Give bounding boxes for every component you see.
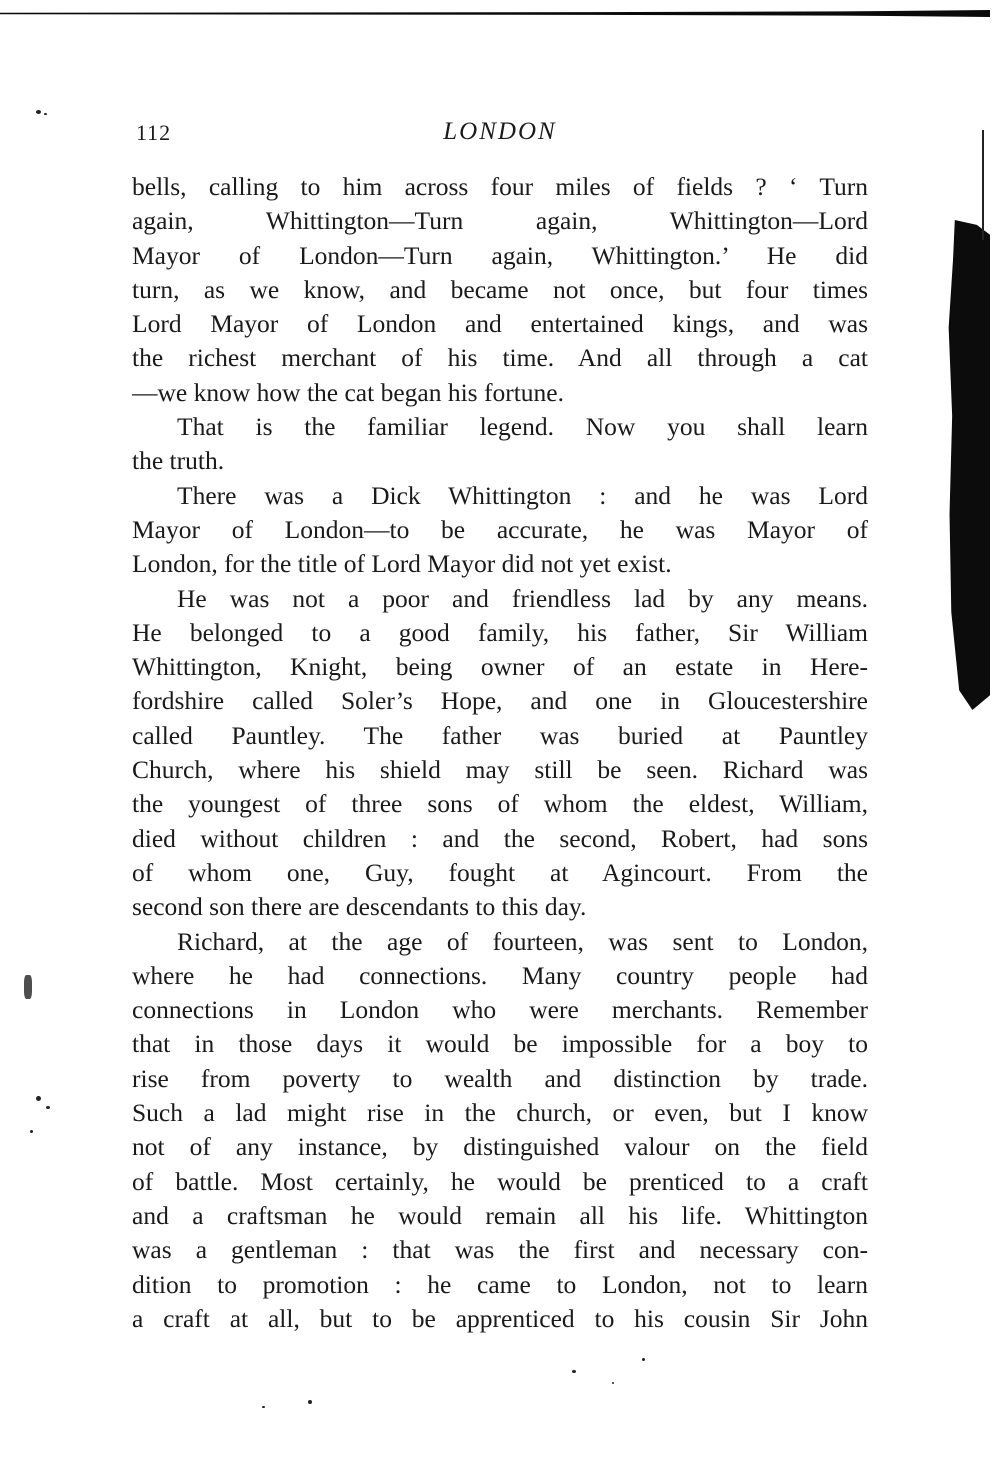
scan-speck — [308, 1400, 312, 1404]
scan-speck — [24, 975, 32, 999]
text-line: Mayor of London—to be accurate, he was Mayor of — [132, 514, 868, 544]
text-line: died without children : and the second, Robert, had sons — [132, 823, 868, 853]
text-line: of battle. Most certainly, he would be prenticed to a craft — [132, 1166, 868, 1196]
text-line: where he had connections. Many country people had — [132, 960, 868, 990]
text-line: rise from poverty to wealth and distinction by trade. — [132, 1063, 868, 1093]
scan-speck — [46, 1106, 50, 1109]
text-line: called Pauntley. The father was buried at Pauntley — [132, 720, 868, 750]
text-line: Whittington, Knight, being owner of an estate in Here- — [132, 652, 868, 682]
text-line: Such a lad might rise in the church, or even, but I know — [132, 1098, 868, 1128]
scan-speck — [44, 113, 47, 115]
top-scan-rule — [0, 10, 990, 17]
text-line: fordshire called Soler’s Hope, and one in Gloucestershire — [132, 686, 868, 716]
text-line: that in those days it would be impossible for a boy to — [132, 1029, 868, 1059]
scan-speck — [36, 1096, 41, 1101]
text-line: He was not a poor and friendless lad by any means. — [177, 583, 868, 613]
scan-speck — [262, 1406, 265, 1408]
body-text — [132, 170, 868, 1336]
text-line: connections in London who were merchants. Remember — [132, 995, 868, 1025]
text-line: —we know how the cat began his fortune. — [132, 377, 564, 407]
page-number: 112 — [136, 120, 172, 145]
text-line: the truth. — [132, 446, 225, 476]
scan-edge-shadow — [946, 220, 990, 710]
running-head: LONDON — [443, 118, 557, 145]
text-line: Mayor of London—Turn again, Whittington.’ He did — [132, 240, 868, 270]
text-line: was a gentleman : that was the first and necessary con- — [132, 1235, 868, 1265]
text-line: Church, where his shield may still be seen. Richard was — [132, 755, 868, 785]
text-line: dition to promotion : he came to London, not to learn — [132, 1269, 868, 1299]
text-line: turn, as we know, and became not once, but four times — [132, 274, 868, 304]
text-line: the richest merchant of his time. And all through a cat — [132, 343, 868, 373]
scan-speck — [30, 1130, 33, 1133]
text-line: a craft at all, but to be apprenticed to his cousin Sir John — [132, 1303, 868, 1333]
page-header — [132, 118, 868, 152]
scan-speck — [572, 1370, 576, 1373]
text-line: He belonged to a good family, his father, Sir William — [132, 617, 868, 647]
text-line: of whom one, Guy, fought at Agincourt. From the — [132, 857, 868, 887]
scan-speck — [612, 1382, 614, 1384]
text-line: again, Whittington—Turn again, Whittington—Lord — [132, 206, 868, 236]
text-line: and a craftsman he would remain all his life. Whittington — [132, 1200, 868, 1230]
text-line: That is the familiar legend. Now you shall learn — [177, 412, 868, 442]
text-line: bells, calling to him across four miles of fields ? ‘ Turn — [132, 172, 868, 201]
text-line: Lord Mayor of London and entertained kings, and was — [132, 309, 868, 339]
text-line: the youngest of three sons of whom the eldest, William, — [132, 789, 868, 819]
scan-speck — [642, 1358, 645, 1361]
text-line: second son there are descendants to this day. — [132, 892, 587, 922]
scan-speck — [36, 110, 41, 114]
text-line: Richard, at the age of fourteen, was sent to London, — [177, 926, 868, 956]
text-line: London, for the title of Lord Mayor did not yet exist. — [132, 549, 672, 579]
text-line: not of any instance, by distinguished valour on the field — [132, 1132, 868, 1162]
text-line: There was a Dick Whittington : and he was Lord — [177, 480, 868, 510]
scan-edge-line — [982, 130, 984, 240]
